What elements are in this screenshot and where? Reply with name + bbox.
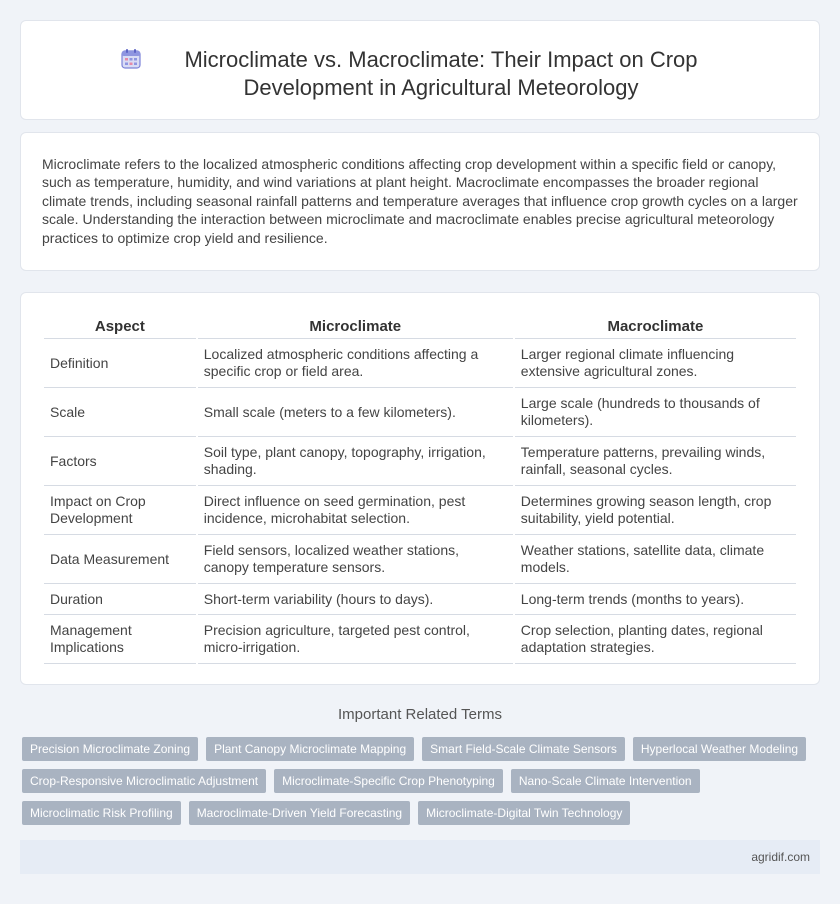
related-term-tag[interactable]: Microclimatic Risk Profiling <box>22 801 181 825</box>
table-row <box>44 584 796 615</box>
macroclimate-cell: Temperature patterns, prevailing winds, rainfall, seasonal cycles. <box>515 437 796 486</box>
microclimate-cell: Localized atmospheric conditions affecting a specific crop or field area. <box>198 339 513 388</box>
microclimate-cell: Direct influence on seed germination, pest incidence, microhabitat selection. <box>198 486 513 535</box>
related-terms-title: Important Related Terms <box>338 706 502 723</box>
microclimate-cell: Short-term variability (hours to days). <box>198 584 513 615</box>
header-aspect: Aspect <box>44 315 196 339</box>
tag-row <box>22 801 822 825</box>
comparison-table <box>42 315 798 664</box>
microclimate-cell: Small scale (meters to a few kilometers). <box>198 388 513 437</box>
intro-card <box>20 132 820 271</box>
macroclimate-cell: Large scale (hundreds to thousands of kilometers). <box>515 388 796 437</box>
aspect-cell: Management Implications <box>44 615 196 664</box>
macroclimate-cell: Weather stations, satellite data, climate models. <box>515 535 796 584</box>
microclimate-cell: Soil type, plant canopy, topography, irrigation, shading. <box>198 437 513 486</box>
header-macroclimate: Macroclimate <box>515 315 796 339</box>
aspect-cell: Factors <box>44 437 196 486</box>
header-microclimate: Microclimate <box>198 315 513 339</box>
related-term-tag[interactable]: Precision Microclimate Zoning <box>22 737 198 761</box>
table-row <box>44 388 796 437</box>
related-term-tag[interactable]: Plant Canopy Microclimate Mapping <box>206 737 414 761</box>
table-row <box>44 535 796 584</box>
table-row <box>44 615 796 664</box>
tag-row <box>22 737 822 761</box>
related-term-tag[interactable]: Smart Field-Scale Climate Sensors <box>422 737 625 761</box>
table-row <box>44 486 796 535</box>
microclimate-cell: Precision agriculture, targeted pest control, micro-irrigation. <box>198 615 513 664</box>
macroclimate-cell: Crop selection, planting dates, regional adaptation strategies. <box>515 615 796 664</box>
header-card <box>20 20 820 120</box>
comparison-table-card <box>20 292 820 685</box>
footer <box>20 840 820 874</box>
related-term-tag[interactable]: Microclimate-Digital Twin Technology <box>418 801 630 825</box>
intro-paragraph: Microclimate refers to the localized atmospheric conditions affecting crop development within a specific field or canopy, such as temperature, humidity, and wind variations at plant height. Macroclimate encompasses the broader regional climate trends, including seasonal rainfall patterns and temperature averages that influence crop growth cycles on a larger scale. Understanding the interaction between microclimate and macroclimate enables precise agricultural meteorology practices to optimize crop yield and resilience. <box>42 156 798 246</box>
aspect-cell: Impact on Crop Development <box>44 486 196 535</box>
footer-site-link[interactable]: agridif.com <box>751 850 810 864</box>
table-row <box>44 437 796 486</box>
microclimate-cell: Field sensors, localized weather stations, canopy temperature sensors. <box>198 535 513 584</box>
table-header-row <box>44 315 796 339</box>
related-term-tag[interactable]: Macroclimate-Driven Yield Forecasting <box>189 801 410 825</box>
page-title: Microclimate vs. Macroclimate: Their Impact on Crop Development in Agricultural Meteorology <box>184 47 698 100</box>
related-term-tag[interactable]: Hyperlocal Weather Modeling <box>633 737 806 761</box>
macroclimate-cell: Larger regional climate influencing extensive agricultural zones. <box>515 339 796 388</box>
table-row <box>44 339 796 388</box>
related-term-tag[interactable]: Nano-Scale Climate Intervention <box>511 769 700 793</box>
aspect-cell: Scale <box>44 388 196 437</box>
aspect-cell: Definition <box>44 339 196 388</box>
macroclimate-cell: Determines growing season length, crop suitability, yield potential. <box>515 486 796 535</box>
related-term-tag[interactable]: Microclimate-Specific Crop Phenotyping <box>274 769 503 793</box>
tag-row <box>22 769 822 793</box>
related-term-tag[interactable]: Crop-Responsive Microclimatic Adjustment <box>22 769 266 793</box>
aspect-cell: Duration <box>44 584 196 615</box>
macroclimate-cell: Long-term trends (months to years). <box>515 584 796 615</box>
related-terms-list <box>22 737 822 833</box>
aspect-cell: Data Measurement <box>44 535 196 584</box>
